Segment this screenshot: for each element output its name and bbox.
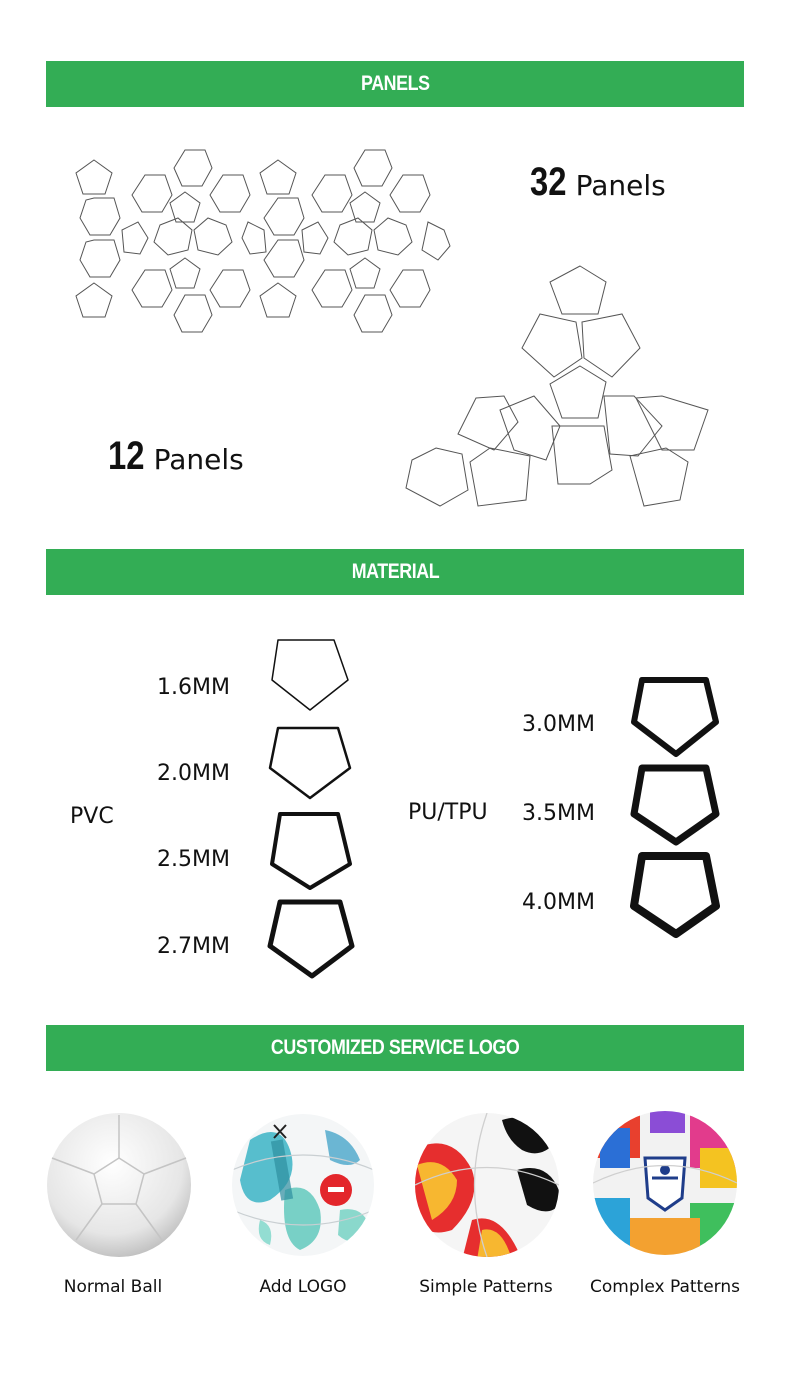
material-pu-label: PU/TPU bbox=[408, 800, 488, 825]
section-title: PANELS bbox=[360, 72, 430, 95]
panels-12-label bbox=[108, 434, 244, 479]
panel-word: Panels bbox=[575, 169, 666, 202]
pvc-pentagon-2.5mm bbox=[266, 808, 356, 892]
logo-ball-icon bbox=[230, 1110, 376, 1260]
pu-pentagon-3.5mm bbox=[628, 762, 722, 846]
pvc-pentagon-1.6mm bbox=[266, 634, 356, 714]
pu-pentagon-4.0mm bbox=[628, 850, 722, 940]
ball-caption-normal: Normal Ball bbox=[63, 1277, 163, 1297]
section-title: MATERIAL bbox=[351, 560, 439, 583]
ball-caption-complex: Complex Patterns bbox=[590, 1277, 740, 1297]
pvc-pentagon-2.0mm bbox=[266, 722, 356, 802]
pu-pentagon-3.0mm bbox=[628, 674, 722, 758]
pvc-thickness-3: 2.5MM bbox=[157, 847, 230, 872]
simple-pattern-ball-icon bbox=[412, 1110, 562, 1260]
section-title: CUSTOMIZED SERVICE LOGO bbox=[270, 1036, 520, 1059]
pu-thickness-1: 3.0MM bbox=[522, 712, 595, 737]
panel-word: Panels bbox=[153, 443, 244, 476]
pvc-thickness-1: 1.6MM bbox=[157, 675, 230, 700]
section-header-material bbox=[46, 549, 744, 595]
pu-thickness-3: 4.0MM bbox=[522, 890, 595, 915]
complex-pattern-ball-icon bbox=[590, 1108, 740, 1258]
pvc-thickness-4: 2.7MM bbox=[157, 934, 230, 959]
panel-count: 12 bbox=[108, 434, 145, 478]
ball-caption-logo: Add LOGO bbox=[259, 1277, 347, 1297]
section-header-custom-logo bbox=[46, 1025, 744, 1071]
material-pvc-label: PVC bbox=[70, 804, 114, 829]
section-header-panels bbox=[46, 61, 744, 107]
pvc-pentagon-2.7mm bbox=[266, 896, 356, 980]
panel-layout-12-diagram bbox=[400, 262, 730, 512]
plain-white-ball-icon bbox=[44, 1110, 194, 1260]
pu-thickness-2: 3.5MM bbox=[522, 801, 595, 826]
panels-32-label bbox=[530, 160, 666, 205]
panel-count: 32 bbox=[530, 160, 567, 204]
pvc-thickness-2: 2.0MM bbox=[157, 761, 230, 786]
ball-caption-simple: Simple Patterns bbox=[419, 1277, 553, 1297]
